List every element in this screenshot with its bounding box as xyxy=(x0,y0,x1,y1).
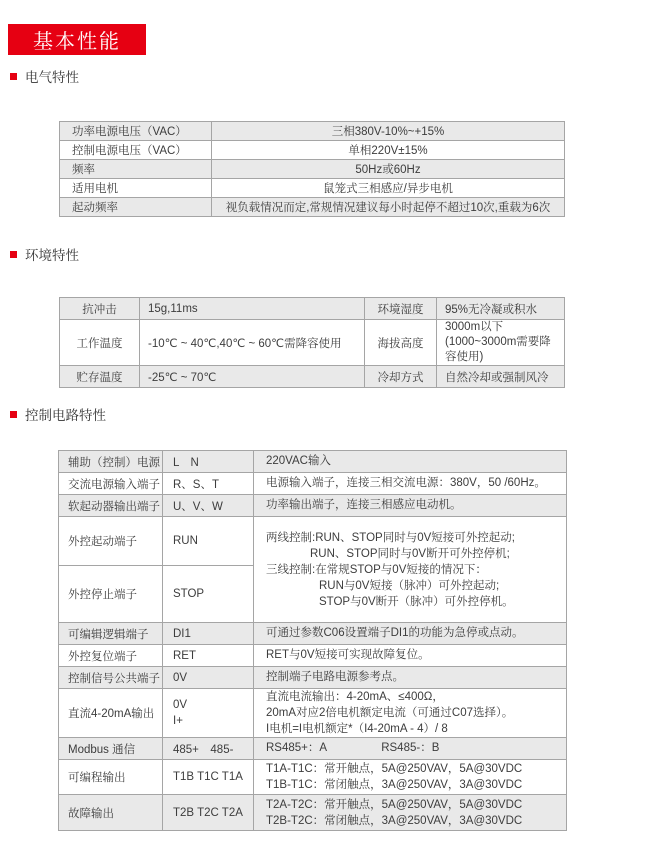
terminal-cell: 0V xyxy=(163,667,254,689)
terminal-cell: T2B T2C T2A xyxy=(163,795,254,831)
row-label: Modbus 通信 xyxy=(59,738,163,760)
description-line: 两线控制:RUN、STOP同时与0V短接可外控起动; xyxy=(266,531,515,544)
section-badge: 基本性能 xyxy=(8,24,146,55)
description-line: T1A-T1C：常开触点，5A@250VAV，5A@30VDC xyxy=(266,763,523,775)
table-row xyxy=(60,366,565,388)
row-value: 自然冷却或强制风冷 xyxy=(437,366,565,388)
row-label: 贮存温度 xyxy=(60,366,140,388)
row-description: 220VAC输入 xyxy=(254,451,567,473)
terminal-cell: RET xyxy=(163,645,254,667)
row-label: 功率电源电压（VAC） xyxy=(60,122,212,141)
row-label: 软起动器输出端子 xyxy=(59,495,163,517)
terminal-cell: U、V、W xyxy=(163,495,254,517)
row-value: -25℃ ~ 70℃ xyxy=(140,366,365,388)
table-row xyxy=(60,320,565,366)
table-row xyxy=(59,623,567,645)
description-line: RUN、STOP同时与0V断开可外控停机; xyxy=(310,547,510,560)
terminal-cell: R、S、T xyxy=(163,473,254,495)
terminal-cell xyxy=(163,689,254,738)
rs485-a-label: RS485+：A xyxy=(266,742,328,754)
table-row xyxy=(59,689,567,738)
row-label: 可编辑逻辑端子 xyxy=(59,623,163,645)
row-label: 海拔高度 xyxy=(365,320,437,366)
row-value: 视负载情况而定,常规情况建议每小时起停不超过10次,重载为6次 xyxy=(212,198,565,217)
description-line: STOP与0V断开（脉冲）可外控停机。 xyxy=(319,595,514,608)
row-label: 起动频率 xyxy=(60,198,212,217)
description-line: 三线控制:在常规STOP与0V短接的情况下： xyxy=(266,563,487,576)
row-label: 外控停止端子 xyxy=(59,566,163,623)
section-title: 控制电路特性 xyxy=(25,408,106,423)
row-label: 故障输出 xyxy=(59,795,163,831)
terminal-line: I+ xyxy=(173,715,183,727)
row-value: 50Hz或60Hz xyxy=(212,160,565,179)
row-label: 工作温度 xyxy=(60,320,140,366)
table-row xyxy=(59,451,567,473)
row-label: 适用电机 xyxy=(60,179,212,198)
row-value: 3000m以下(1000~3000m需要降容使用) xyxy=(437,320,565,366)
description-line: T2B-T2C：常闭触点，3A@250VAV，3A@30VDC xyxy=(266,814,523,827)
run-stop-description xyxy=(254,517,567,623)
row-label: 可编程输出 xyxy=(59,760,163,795)
table-row xyxy=(59,667,567,689)
row-value: 鼠笼式三相感应/异步电机 xyxy=(212,179,565,198)
section-title: 环境特性 xyxy=(25,248,79,263)
terminal-line: 0V xyxy=(173,699,188,711)
row-description: 电源输入端子，连接三相交流电源：380V，50 /60Hz。 xyxy=(254,473,567,495)
description-line: RUN与0V短接（脉冲）可外控起动; xyxy=(319,579,500,592)
row-label: 环境湿度 xyxy=(365,298,437,320)
description-line: I电机=I电机额定*（I4-20mA - 4）/ 8 xyxy=(266,723,448,735)
row-description xyxy=(254,760,567,795)
table-row xyxy=(59,645,567,667)
terminal-cell: 485+ 485- xyxy=(163,738,254,760)
red-square-bullet-icon xyxy=(10,411,17,418)
table-row xyxy=(60,160,565,179)
description-line: 直流电流输出：4-20mA、≤400Ω， xyxy=(266,691,444,703)
row-label: 外控复位端子 xyxy=(59,645,163,667)
row-value: -10℃ ~ 40℃,40℃ ~ 60℃需降容使用 xyxy=(140,320,365,366)
row-value: 15g,11ms xyxy=(140,298,365,320)
rs485-b-label: RS485-：B xyxy=(381,742,440,754)
table-row xyxy=(60,122,565,141)
description-line: T1B-T1C：常闭触点，3A@250VAV，3A@30VDC xyxy=(266,779,523,791)
table-row xyxy=(60,198,565,217)
table-row xyxy=(59,517,567,566)
section-title: 电气特性 xyxy=(25,70,79,85)
row-label: 抗冲击 xyxy=(60,298,140,320)
terminal-cell: T1B T1C T1A xyxy=(163,760,254,795)
row-description: 控制端子电路电源参考点。 xyxy=(254,667,567,689)
environment-table xyxy=(59,297,565,388)
control-table xyxy=(58,450,567,831)
row-label: 频率 xyxy=(60,160,212,179)
table-row xyxy=(60,179,565,198)
table-row xyxy=(59,795,567,831)
table-row xyxy=(59,495,567,517)
table-row xyxy=(60,298,565,320)
row-description: RET与0V短接可实现故障复位。 xyxy=(254,645,567,667)
section-heading-electrical xyxy=(10,66,79,86)
row-label: 控制电源电压（VAC） xyxy=(60,141,212,160)
row-label: 交流电源输入端子 xyxy=(59,473,163,495)
row-value: 三相380V-10%~+15% xyxy=(212,122,565,141)
row-label: 辅助（控制）电源 xyxy=(59,451,163,473)
terminal-cell: RUN xyxy=(163,517,254,566)
description-line: T2A-T2C：常开触点，5A@250VAV，5A@30VDC xyxy=(266,798,523,811)
row-label: 直流4-20mA输出 xyxy=(59,689,163,738)
table-row xyxy=(60,141,565,160)
row-description xyxy=(254,738,567,760)
terminal-cell: STOP xyxy=(163,566,254,623)
red-square-bullet-icon xyxy=(10,251,17,258)
row-description xyxy=(254,795,567,831)
red-square-bullet-icon xyxy=(10,73,17,80)
section-heading-environment xyxy=(10,244,79,264)
row-label: 冷却方式 xyxy=(365,366,437,388)
terminal-cell: DI1 xyxy=(163,623,254,645)
terminal-cell: L N xyxy=(163,451,254,473)
row-description: 功率输出端子，连接三相感应电动机。 xyxy=(254,495,567,517)
table-row xyxy=(59,738,567,760)
row-value: 95%无冷凝或积水 xyxy=(437,298,565,320)
table-row xyxy=(59,473,567,495)
row-description: 可通过参数C06设置端子DI1的功能为急停或点动。 xyxy=(254,623,567,645)
row-label: 控制信号公共端子 xyxy=(59,667,163,689)
electrical-table xyxy=(59,121,565,217)
description-line: 20mA对应2倍电机额定电流（可通过C07选择）。 xyxy=(266,707,514,719)
row-label: 外控起动端子 xyxy=(59,517,163,566)
section-heading-control xyxy=(10,404,106,424)
table-row xyxy=(59,760,567,795)
row-description xyxy=(254,689,567,738)
row-value: 单相220V±15% xyxy=(212,141,565,160)
